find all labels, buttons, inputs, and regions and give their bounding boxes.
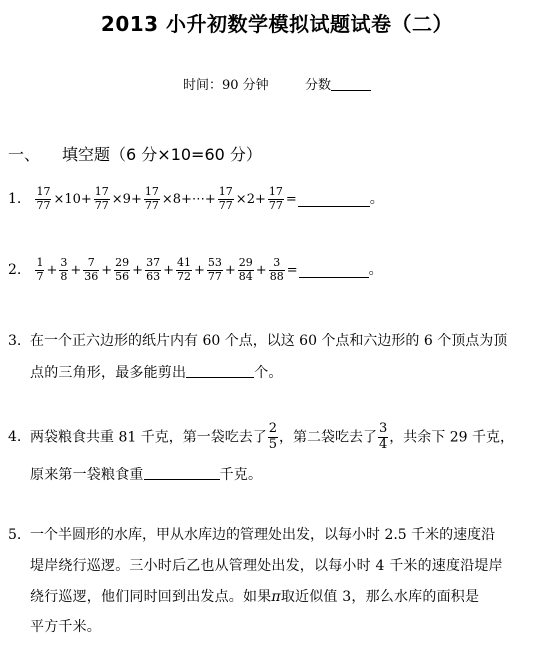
score-blank [331, 78, 371, 91]
question-1: 1. $\frac{17}{77}$ ×10+ $\frac{17}{77}$ ×9+ $\frac{17}{77}$ ×8+⋯+ $\frac{17}{77}$ ×2+ $\frac{17}{77}$ = 。 [8, 185, 384, 212]
section-heading [8, 142, 262, 165]
question-5-line-2: 堤岸绕行巡逻。三小时后乙也从管理处出发，以每小时 4 千米的速度沿堤岸 [30, 558, 503, 574]
question-text: 在一个正六边形的纸片内有 60 个点，以这 60 个点和六边形的 6 个顶点为顶 [30, 333, 508, 349]
fraction: $\frac{17}{77}$ [36, 185, 51, 212]
section-title: 填空题（6 分×10=60 分） [62, 145, 262, 164]
answer-blank[interactable] [186, 365, 254, 378]
question-number: 4. [8, 429, 22, 446]
question-3-line-2: 点的三角形，最多能剪出 个。 [30, 365, 283, 381]
fraction: $\frac{17}{77}$ [218, 185, 233, 212]
question-4-line-2: 原来第一袋粮食重 千克。 [30, 467, 263, 483]
exam-meta [0, 74, 554, 93]
page-title: 2013 小升初数学模拟试题试卷（二） [100, 12, 454, 36]
question-2: 2. $\frac{1}{7}$ + $\frac{3}{8}$ + $\frac{7}{36}$ + $\frac{29}{56}$ + $\frac{37}{63}$ + $\frac{41}{72}$ + $\frac{53}{77}$ + $\frac{29}{84}$ + $\frac{3}{88}$ = 。 [8, 256, 383, 283]
fraction: $\frac{17}{77}$ [268, 185, 283, 212]
question-number: 3. [8, 333, 22, 349]
answer-blank[interactable] [298, 192, 370, 207]
question-3 [8, 330, 507, 350]
question-5: 5. 一个半圆形的水库，甲从水库边的管理处出发，以每小时 2.5 千米的速度沿 [8, 527, 496, 543]
question-5-line-4: 平方千米。 [30, 619, 101, 635]
answer-blank[interactable] [144, 467, 220, 480]
question-number: 5. [8, 527, 22, 543]
question-4: 4. 两袋粮食共重 81 千克，第一袋吃去了 $\frac{2}{5}$ ，第二袋吃去了 $\frac{3}{4}$ ，共余下 29 千克， [8, 421, 514, 452]
answer-blank[interactable] [299, 263, 369, 278]
time-label: 时间：90 分钟 [183, 78, 269, 93]
question-number: 1. [8, 191, 22, 208]
question-number: 2. [8, 262, 22, 279]
section-number: 一、 [8, 145, 41, 164]
fraction: $\frac{17}{77}$ [144, 185, 159, 212]
fraction: $\frac{17}{77}$ [94, 185, 109, 212]
score-label: 分数 [304, 78, 331, 93]
question-5-line-3: 绕行巡逻，他们同时回到出发点。如果π取近似值 3，那么水库的面积是 [30, 589, 480, 605]
